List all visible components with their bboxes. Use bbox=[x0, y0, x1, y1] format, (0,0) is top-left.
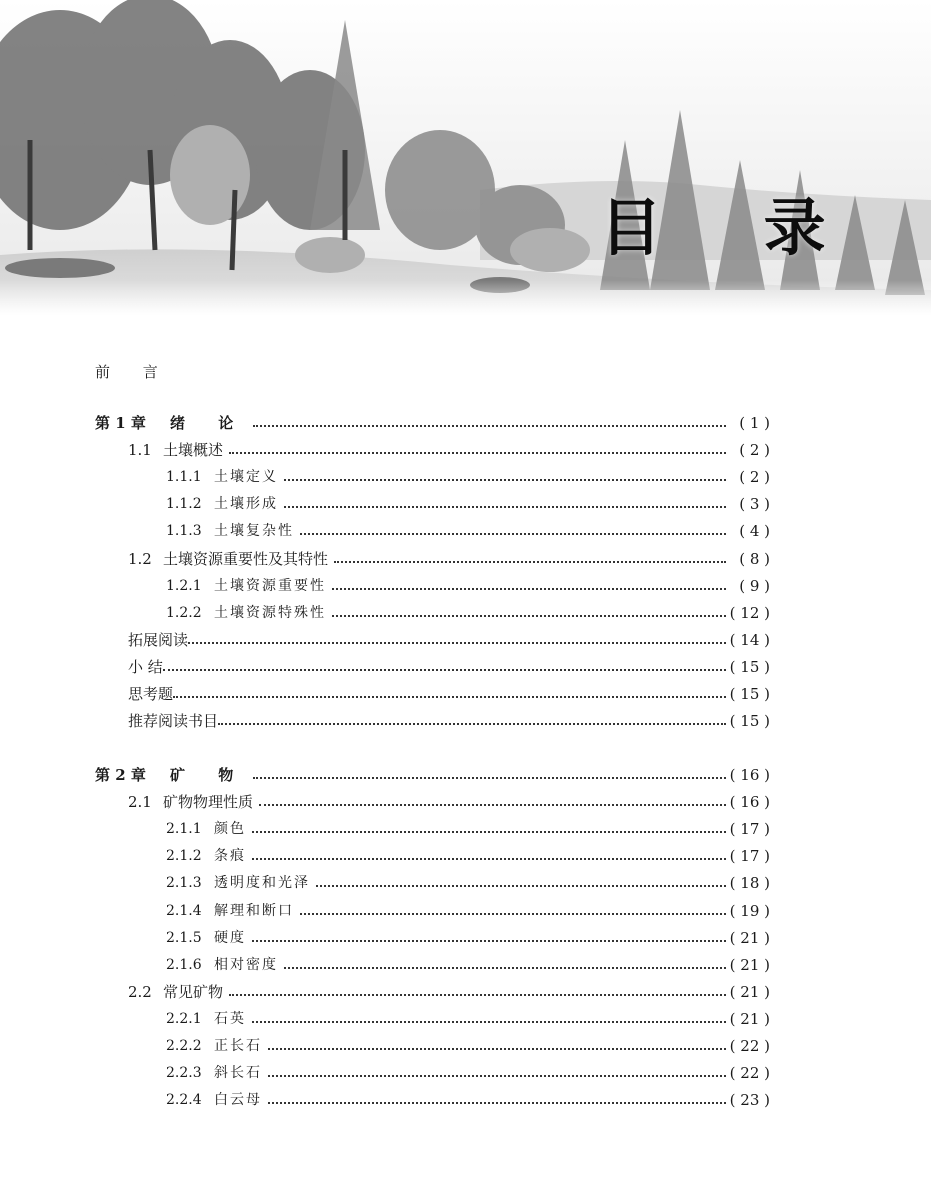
toc-entry-number: 1.1.2 bbox=[166, 496, 202, 513]
toc-subsection[interactable] bbox=[0, 925, 931, 952]
toc-page-number: ( 21 ) bbox=[728, 925, 770, 952]
toc-extra-entry[interactable] bbox=[0, 708, 931, 735]
toc-page-number: ( 8 ) bbox=[728, 546, 770, 573]
toc-entry-number: 1.1.3 bbox=[166, 523, 202, 540]
toc-entry-title: 颜色 bbox=[214, 816, 252, 843]
toc-subsection[interactable] bbox=[0, 600, 931, 627]
toc-chapter[interactable] bbox=[0, 410, 931, 437]
page-title: 目 录 bbox=[600, 191, 866, 264]
dot-leader bbox=[252, 1006, 726, 1023]
dot-leader bbox=[284, 491, 726, 508]
toc-subsection[interactable] bbox=[0, 870, 931, 897]
dot-leader bbox=[252, 816, 726, 833]
toc-entry-title: 正长石 bbox=[214, 1033, 268, 1060]
toc-page-number: ( 3 ) bbox=[728, 491, 770, 518]
dot-leader bbox=[229, 979, 726, 996]
toc-entry-number: 2.2 bbox=[128, 982, 152, 1001]
toc-entry-title: 石英 bbox=[214, 1006, 252, 1033]
toc-entry-title: 硬度 bbox=[214, 925, 252, 952]
toc-subsection[interactable] bbox=[0, 1006, 931, 1033]
toc-entry-title: 常见矿物 bbox=[163, 979, 229, 1006]
toc-entry-number: 2.2.2 bbox=[166, 1038, 202, 1054]
toc-entry-title: 相对密度 bbox=[214, 952, 284, 979]
toc-page-number: ( 17 ) bbox=[728, 843, 770, 870]
dot-leader bbox=[229, 437, 726, 454]
toc-entry-number: 2.1.4 bbox=[166, 902, 202, 919]
toc-entry-number: 1.1 bbox=[128, 441, 152, 460]
toc-section[interactable] bbox=[0, 789, 931, 816]
toc-entry-title: 矿物物理性质 bbox=[163, 789, 259, 816]
toc-entry-title: 条痕 bbox=[214, 843, 252, 870]
toc-page-number: ( 1 ) bbox=[728, 410, 770, 437]
toc-page-number: ( 21 ) bbox=[728, 1006, 770, 1033]
dot-leader bbox=[284, 952, 726, 969]
toc-entry-title: 土壤资源特殊性 bbox=[214, 600, 332, 627]
dot-leader bbox=[268, 1060, 726, 1077]
toc-page-number: ( 22 ) bbox=[728, 1060, 770, 1087]
toc-chapter[interactable] bbox=[0, 762, 931, 789]
toc-entry-number: 1.2.1 bbox=[166, 577, 202, 594]
toc-entry-title: 绪 论 bbox=[170, 410, 253, 437]
toc-subsection[interactable] bbox=[0, 843, 931, 870]
toc-extra-entry[interactable] bbox=[0, 681, 931, 708]
toc-entry-title: 透明度和光泽 bbox=[214, 870, 316, 897]
toc-entry-title: 解理和断口 bbox=[214, 898, 300, 925]
toc-page-number: ( 18 ) bbox=[728, 870, 770, 897]
toc-subsection[interactable] bbox=[0, 816, 931, 843]
dot-leader bbox=[218, 708, 726, 725]
toc-entry-title: 土壤定义 bbox=[214, 464, 284, 491]
toc-entry-title: 土壤资源重要性 bbox=[214, 573, 332, 600]
toc-entry-title: 思考题 bbox=[128, 681, 173, 708]
toc-section[interactable] bbox=[0, 979, 931, 1006]
toc-page-number: ( 19 ) bbox=[728, 898, 770, 925]
toc-entry-number: 2.2.1 bbox=[166, 1010, 202, 1027]
dot-leader bbox=[252, 925, 726, 942]
toc-entry-title: 矿 物 bbox=[170, 762, 253, 789]
toc-subsection[interactable] bbox=[0, 1087, 931, 1114]
toc-entry-number: 2.1.1 bbox=[166, 821, 202, 838]
toc-extra-entry[interactable] bbox=[0, 654, 931, 681]
dot-leader bbox=[188, 627, 726, 644]
toc-page-number: ( 16 ) bbox=[728, 762, 770, 789]
toc-entry-number: 2.1.3 bbox=[166, 875, 202, 892]
toc-page-number: ( 15 ) bbox=[728, 681, 770, 708]
toc-page-number: ( 2 ) bbox=[728, 464, 770, 491]
toc-page-number: ( 16 ) bbox=[728, 789, 770, 816]
dot-leader bbox=[284, 464, 726, 481]
toc-page-number: ( 15 ) bbox=[728, 654, 770, 681]
toc-entry-title: 土壤资源重要性及其特性 bbox=[163, 546, 334, 573]
dot-leader bbox=[253, 762, 726, 779]
toc-page-number: ( 21 ) bbox=[728, 952, 770, 979]
toc-page-number: ( 23 ) bbox=[728, 1087, 770, 1114]
toc-entry-number: 1.2 bbox=[128, 549, 152, 568]
toc-section[interactable] bbox=[0, 437, 931, 464]
toc-subsection[interactable] bbox=[0, 518, 931, 545]
toc-entry-title: 斜长石 bbox=[214, 1060, 268, 1087]
toc-extra-entry[interactable] bbox=[0, 627, 931, 654]
toc-entry-number: 第 2 章 bbox=[95, 766, 146, 784]
toc-entry-number: 2.1.6 bbox=[166, 956, 202, 973]
toc-page-number: ( 21 ) bbox=[728, 979, 770, 1006]
toc-entry-number: 2.2.4 bbox=[166, 1092, 202, 1109]
toc-entry-number: 2.1.2 bbox=[166, 848, 202, 865]
toc-entry-number: 2.1 bbox=[128, 793, 152, 812]
dot-leader bbox=[253, 410, 726, 427]
dot-leader bbox=[163, 654, 726, 671]
toc-subsection[interactable] bbox=[0, 464, 931, 491]
dot-leader bbox=[300, 898, 726, 915]
toc-page-number: ( 2 ) bbox=[728, 437, 770, 464]
toc-page-number: ( 14 ) bbox=[728, 627, 770, 654]
toc-page-number: ( 17 ) bbox=[728, 816, 770, 843]
toc-entry-title: 拓展阅读 bbox=[128, 627, 188, 654]
dot-leader bbox=[259, 789, 726, 806]
toc-entry-title: 白云母 bbox=[214, 1087, 268, 1114]
toc-page-number: ( 15 ) bbox=[728, 708, 770, 735]
toc-subsection[interactable] bbox=[0, 898, 931, 925]
dot-leader bbox=[252, 843, 726, 860]
toc-subsection[interactable] bbox=[0, 491, 931, 518]
toc-page-number: ( 4 ) bbox=[728, 518, 770, 545]
toc-entry-number: 1.1.1 bbox=[166, 469, 202, 486]
preface-entry[interactable]: 前 言 bbox=[95, 363, 172, 381]
dot-leader bbox=[332, 600, 726, 617]
dot-leader bbox=[332, 573, 726, 590]
toc-entry-number: 2.1.5 bbox=[166, 929, 202, 946]
toc-subsection[interactable] bbox=[0, 1033, 931, 1060]
dot-leader bbox=[173, 681, 726, 698]
forest-landscape-image bbox=[0, 0, 931, 315]
toc-entry-number: 2.2.3 bbox=[166, 1065, 202, 1082]
toc-page-number: ( 22 ) bbox=[728, 1033, 770, 1060]
toc-subsection[interactable] bbox=[0, 1060, 931, 1087]
toc-entry-number: 1.2.2 bbox=[166, 604, 202, 621]
header-banner bbox=[0, 0, 931, 315]
toc-entry-title: 推荐阅读书目 bbox=[128, 708, 218, 735]
dot-leader bbox=[300, 518, 726, 535]
toc-subsection[interactable] bbox=[0, 952, 931, 979]
toc-entry-title: 小 结 bbox=[128, 654, 163, 681]
toc-page-number: ( 12 ) bbox=[728, 600, 770, 627]
toc-entry-title: 土壤形成 bbox=[214, 491, 284, 518]
toc-entry-number: 第 1 章 bbox=[95, 414, 146, 432]
dot-leader bbox=[268, 1033, 726, 1050]
toc-entry-title: 土壤概述 bbox=[163, 437, 229, 464]
toc-subsection[interactable] bbox=[0, 573, 931, 600]
dot-leader bbox=[334, 546, 726, 563]
toc-page-number: ( 9 ) bbox=[728, 573, 770, 600]
toc-section[interactable] bbox=[0, 546, 931, 573]
dot-leader bbox=[268, 1087, 726, 1104]
dot-leader bbox=[316, 870, 726, 887]
toc-entry-title: 土壤复杂性 bbox=[214, 518, 300, 545]
